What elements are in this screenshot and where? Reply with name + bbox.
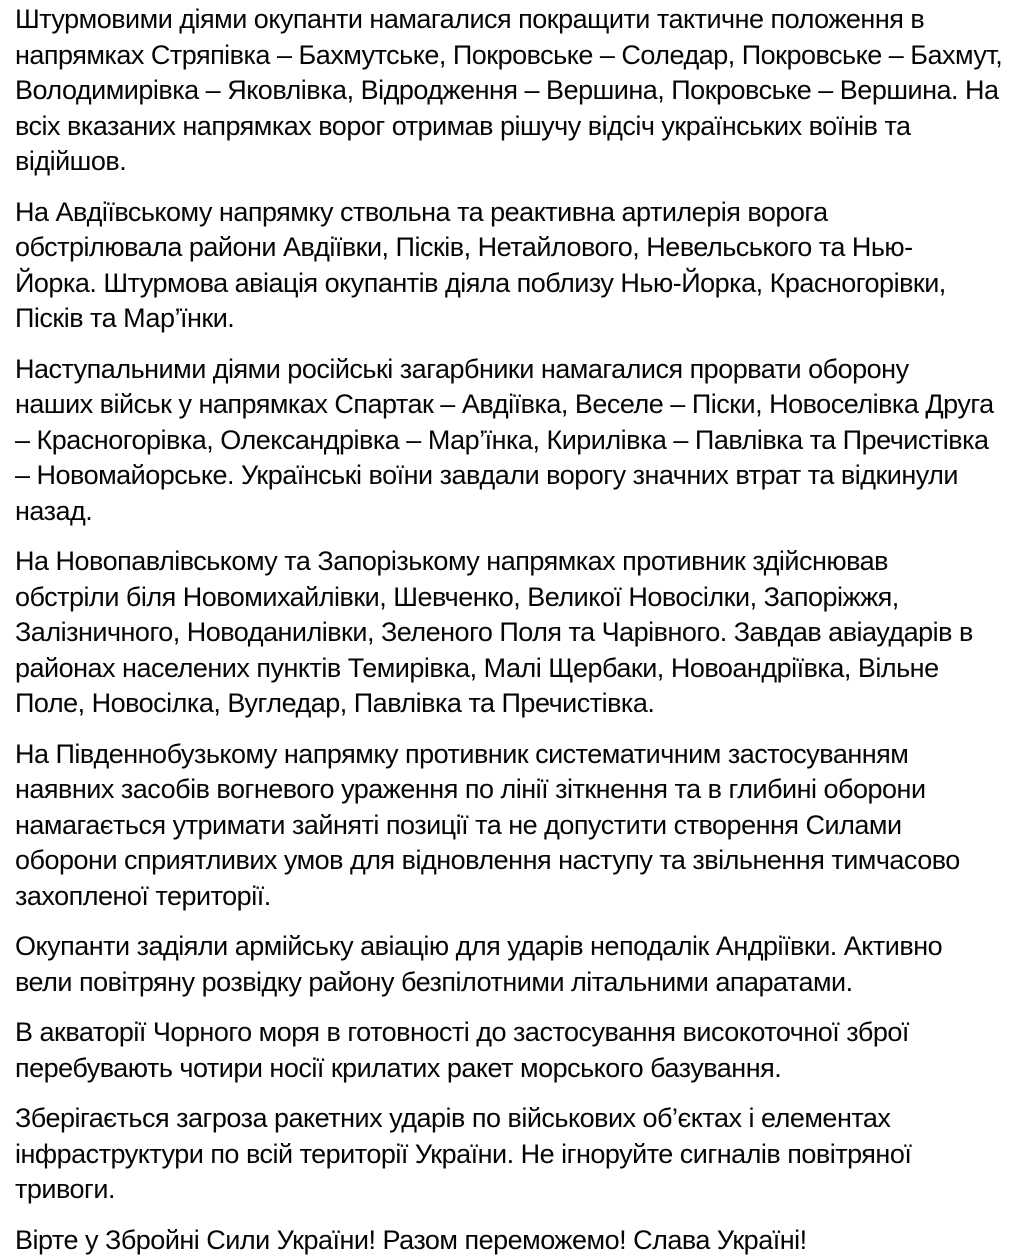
text-line: обстрілювала райони Авдіївки, Пісків, Нетайлового, Невельського та Нью-: [15, 232, 913, 262]
text-line: Залізничного, Новоданилівки, Зеленого Поля та Чарівного. Завдав авіаударів в: [15, 617, 973, 647]
text-line: вели повітряну розвідку району безпілотними літальними апаратами.: [15, 966, 853, 997]
text-line: Штурмовими діями окупанти намагалися покращити тактичне положення в: [15, 4, 925, 34]
text-line: перебувають чотири носії крилатих ракет морського базування.: [15, 1052, 782, 1083]
text-line: Зберігається загроза ракетних ударів по військових об’єктах і елементах: [15, 1103, 891, 1133]
text-line: обстріли біля Новомихайлівки, Шевченко, Великої Новосілки, Запоріжжя,: [15, 581, 899, 612]
text-line: наших військ у напрямках Спартак – Авдіївка, Веселе – Піски, Новоселівка Друга: [15, 389, 994, 419]
text-line: всіх вказаних напрямках ворог отримав рішучу відсіч українських воїнів та: [15, 110, 911, 141]
text-line: напрямках Стряпівка – Бахмутське, Покровське – Соледар, Покровське – Бахмут,: [15, 39, 1003, 70]
text-line: назад.: [15, 495, 93, 526]
text-line: наявних засобів вогневого ураження по лінії зіткнення та в глибині оборони: [15, 774, 926, 804]
text-line: Поле, Новосілка, Вугледар, Павлівка та Пречистівка.: [15, 688, 655, 718]
text-line: оборони сприятливих умов для відновлення наступу та звільнення тимчасово: [15, 845, 960, 875]
text-line: намагається утримати зайняті позиції та не допустити створення Силами: [15, 809, 902, 840]
text-line: захопленої території.: [15, 880, 271, 911]
paragraph-6: [15, 929, 1011, 1000]
paragraph-3: [15, 352, 1011, 530]
text-line: – Красногорівка, Олександрівка – Мар’їнка, Кирилівка – Павлівка та Пречистівка: [15, 424, 989, 455]
text-line: інфраструктури по всій території України. Не ігноруйте сигналів повітряної: [15, 1138, 912, 1169]
text-line: Наступальними діями російські загарбники намагалися прорвати оборону: [15, 353, 909, 384]
paragraph-2: [15, 195, 1011, 337]
text-line: На Новопавлівському та Запорізькому напрямках противник здійснював: [15, 546, 889, 576]
text-line: В акваторії Чорного моря в готовності до застосування високоточної зброї: [15, 1017, 909, 1047]
text-line: районах населених пунктів Темирівка, Малі Щербаки, Новоандріївка, Вільне: [15, 652, 939, 683]
paragraph-9: [15, 1223, 1011, 1259]
paragraph-5: [15, 737, 1011, 915]
text-line: На Південнобузькому напрямку противник систематичним застосуванням: [15, 738, 909, 769]
text-line: Пісків та Мар’їнки.: [15, 303, 235, 333]
text-line: відійшов.: [15, 146, 127, 176]
post-body: [0, 2, 1026, 1258]
text-line: Вірте у Збройні Сили України! Разом переможемо! Слава Україні!: [15, 1224, 807, 1255]
text-line: тривоги.: [15, 1174, 115, 1204]
text-line: Володимирівка – Яковлівка, Відродження – Вершина, Покровське – Вершина. На: [15, 75, 999, 105]
paragraph-7: [15, 1015, 1011, 1086]
paragraph-1: [15, 2, 1011, 180]
text-line: – Новомайорське. Українські воїни завдали ворогу значних втрат та відкинули: [15, 460, 959, 490]
paragraph-8: [15, 1101, 1011, 1208]
text-line: Йорка. Штурмова авіація окупантів діяла поблизу Нью-Йорка, Красногорівки,: [15, 267, 946, 298]
text-line: Окупанти задіяли армійську авіацію для ударів неподалік Андріївки. Активно: [15, 931, 943, 961]
paragraph-4: [15, 544, 1011, 722]
text-line: На Авдіївському напрямку ствольна та реактивна артилерія ворога: [15, 196, 828, 227]
